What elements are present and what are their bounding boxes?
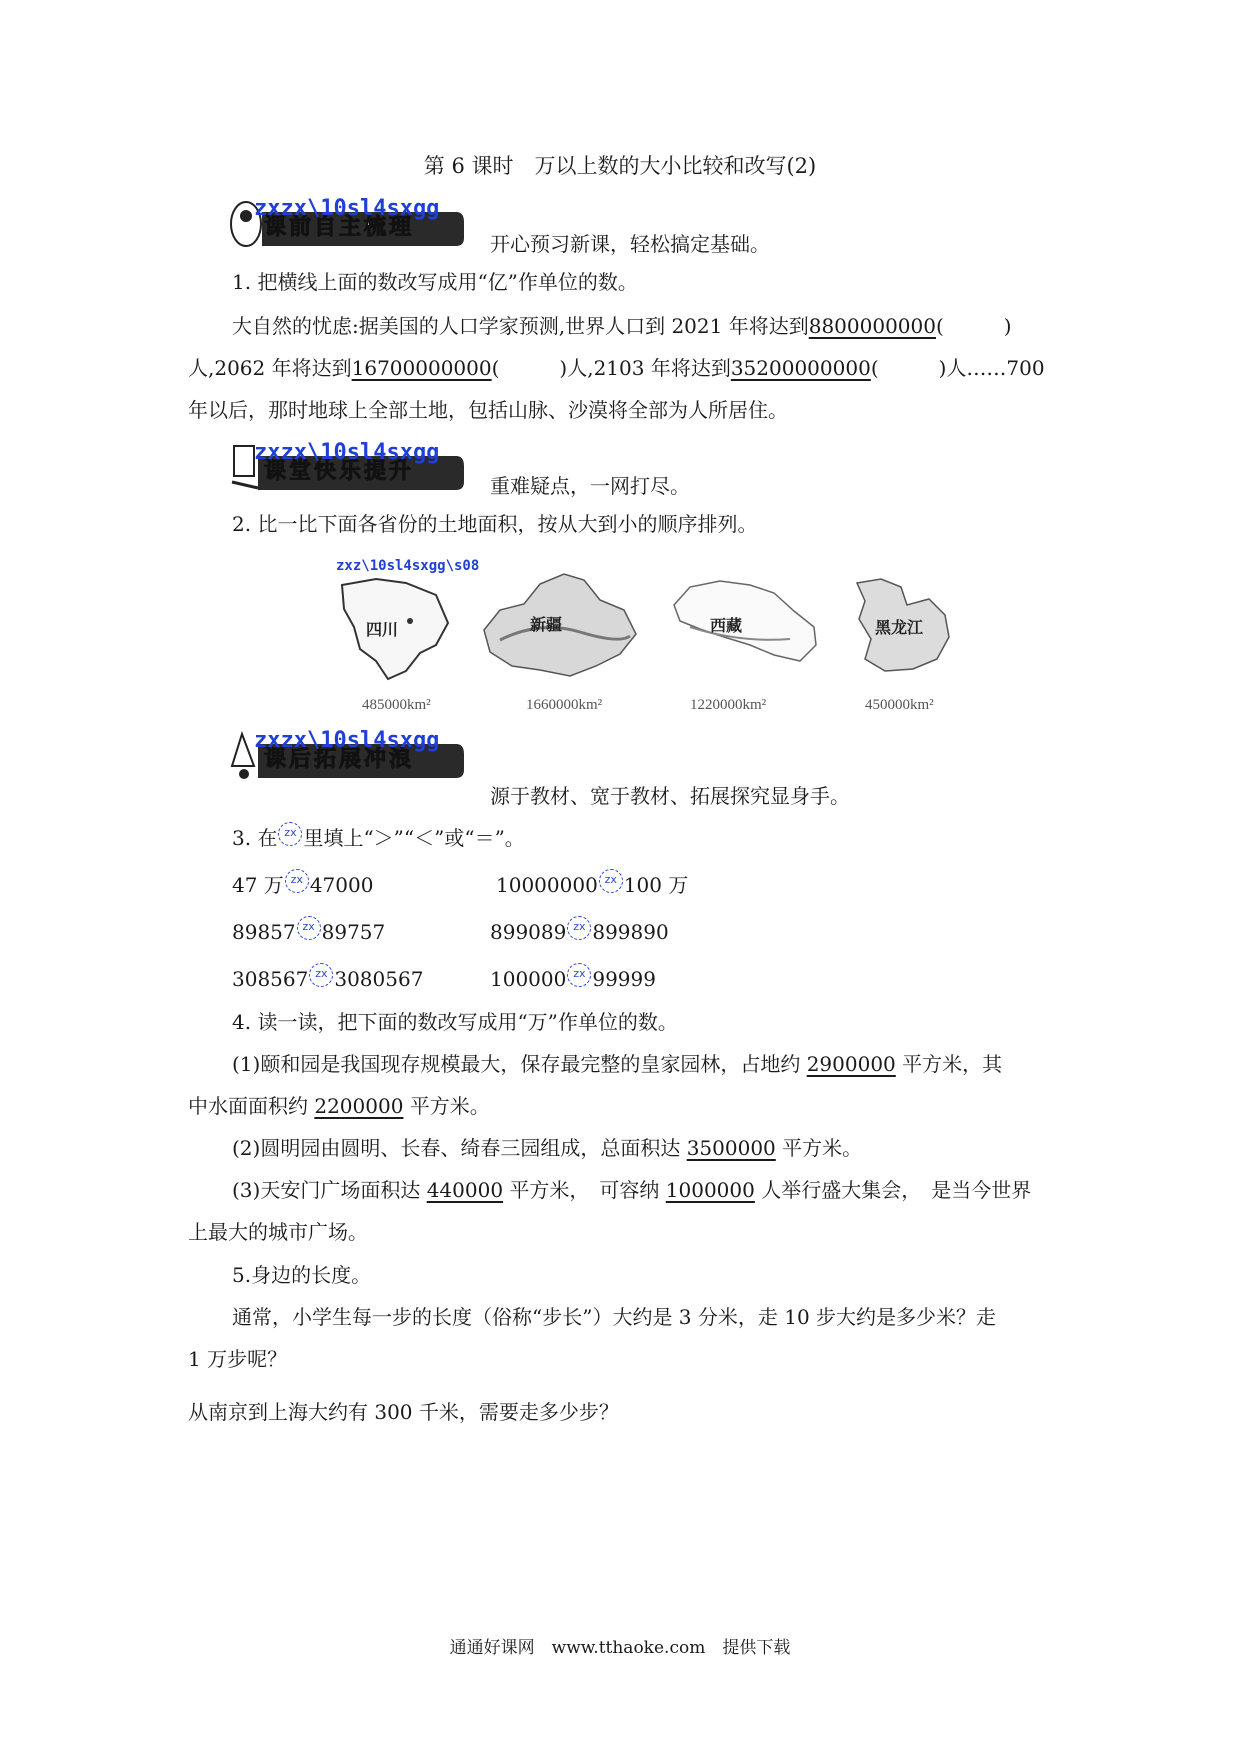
text: 平方米。 <box>782 1136 863 1160</box>
text: 平方米， 可容纳 <box>509 1178 660 1202</box>
paragraph-line <box>232 1136 862 1160</box>
comparison-right: 47000 <box>309 873 374 897</box>
paragraph-line <box>232 1178 1031 1202</box>
province-map-sichuan <box>336 575 456 715</box>
watermark-text: zxzx\10sl4sxgg <box>254 196 440 221</box>
banner-label: 课前自主梳理 <box>264 215 415 240</box>
question-2: 2. 比一比下面各省份的土地面积，按从大到小的顺序排列。 <box>232 512 758 536</box>
banner-label: 课堂快乐提升 <box>264 459 415 484</box>
comparison-left: 100000 <box>490 967 567 991</box>
comparison-right: 100 万 <box>623 873 689 897</box>
question-1: 1. 把横线上面的数改写成用“亿”作单位的数。 <box>232 270 638 294</box>
comparison-right: 99999 <box>592 967 656 991</box>
comparison-right: 899890 <box>592 920 669 944</box>
section-banner-preview <box>228 198 468 250</box>
section-subtitle: 开心预习新课，轻松搞定基础。 <box>490 232 770 256</box>
comparison-right: 89757 <box>321 920 386 944</box>
text: 中水面面积约 <box>188 1094 308 1118</box>
answer-blank: ( )人,2103 年将达到 <box>491 356 731 380</box>
text: 大自然的忧虑:据美国的人口学家预测,世界人口到 2021 年将达到 <box>232 314 809 338</box>
comparison-item <box>490 967 656 993</box>
province-name: 黑龙江 <box>875 618 924 637</box>
underlined-number: 35200000000 <box>730 356 871 380</box>
comparison-right: 3080567 <box>334 967 424 991</box>
text: 人举行盛大集会， 是当今世界 <box>761 1178 1032 1202</box>
watermark-text: zxzx\10sl4sxgg <box>254 440 440 465</box>
paragraph-line <box>232 314 1012 338</box>
paragraph-line: 上最大的城市广场。 <box>188 1220 368 1244</box>
comparison-circle-input[interactable]: zx <box>567 963 591 987</box>
comparison-left: 10000000 <box>496 873 598 897</box>
province-name: 西藏 <box>710 616 743 635</box>
underlined-number: 1000000 <box>665 1178 755 1202</box>
section-banner-extension <box>228 730 468 782</box>
text: 人,2062 年将达到 <box>188 356 352 380</box>
comparison-item <box>490 920 669 946</box>
province-area: 1220000km² <box>690 697 767 713</box>
paragraph-line: 从南京到上海大约有 300 千米，需要走多少步？ <box>188 1400 619 1424</box>
province-area: 450000km² <box>865 697 934 713</box>
province-name: 新疆 <box>530 615 563 634</box>
comparison-circle-input[interactable]: zx <box>285 869 309 893</box>
province-map-tibet <box>670 575 820 715</box>
province-map-xinjiang <box>480 570 640 715</box>
comparison-circle-icon: zx <box>278 822 302 846</box>
watermark-text: zxz\10sl4sxgg\s08 <box>336 558 480 574</box>
province-map-heilongjiang <box>845 575 955 715</box>
comparison-item <box>496 873 688 899</box>
section-subtitle: 源于教材、宽于教材、拓展探究显身手。 <box>490 784 850 808</box>
text: (2)圆明园由圆明、长春、绮春三园组成，总面积达 <box>232 1136 681 1160</box>
paragraph-line <box>232 1052 1002 1076</box>
comparison-item <box>232 967 423 993</box>
page-footer: 通通好课网 www.tthaoke.com 提供下载 <box>449 1638 791 1658</box>
underlined-number: 2900000 <box>806 1052 896 1076</box>
underlined-number: 440000 <box>426 1178 504 1202</box>
text: 平方米，其 <box>902 1052 1003 1076</box>
province-name: 四川 <box>366 620 399 639</box>
section-banner-class <box>228 442 468 494</box>
comparison-left: 89857 <box>232 920 296 944</box>
paragraph-line <box>188 356 1045 380</box>
underlined-number: 16700000000 <box>351 356 492 380</box>
comparison-circle-input[interactable]: zx <box>567 916 591 940</box>
text: 平方米。 <box>409 1094 490 1118</box>
province-area: 1660000km² <box>526 697 603 713</box>
underlined-number: 3500000 <box>686 1136 776 1160</box>
comparison-item <box>232 873 373 899</box>
comparison-circle-input[interactable]: zx <box>297 916 321 940</box>
paragraph-line: 年以后，那时地球上全部土地，包括山脉、沙漠将全部为人所居住。 <box>188 398 788 422</box>
text: 3. 在 <box>232 826 278 850</box>
watermark-text: zxzx\10sl4sxgg <box>254 728 440 753</box>
question-4: 4. 读一读，把下面的数改写成用“万”作单位的数。 <box>232 1010 678 1034</box>
tibet-map-shape <box>670 575 820 675</box>
page-title: 第 6 课时 万以上数的大小比较和改写(2) <box>423 154 817 178</box>
paragraph-line: 通常，小学生每一步的长度（俗称“步长”）大约是 3 分米，走 10 步大约是多少米？走 <box>232 1305 997 1329</box>
paragraph-line <box>188 1094 490 1118</box>
text: 里填上“＞”“＜”或“＝”。 <box>303 826 525 850</box>
paragraph-line: 1 万步呢？ <box>188 1347 288 1371</box>
banner-label: 课后拓展冲浪 <box>264 747 415 772</box>
province-area: 485000km² <box>362 697 431 713</box>
text: (3)天安门广场面积达 <box>232 1178 421 1202</box>
underlined-number: 2200000 <box>314 1094 404 1118</box>
comparison-item <box>232 920 385 946</box>
question-5: 5.身边的长度。 <box>232 1263 372 1287</box>
question-3 <box>232 826 525 852</box>
text: (1)颐和园是我国现存规模最大，保存最完整的皇家园林，占地约 <box>232 1052 801 1076</box>
comparison-circle-input[interactable]: zx <box>599 869 623 893</box>
answer-blank: ( )人……700 <box>870 356 1045 380</box>
comparison-left: 308567 <box>232 967 309 991</box>
comparison-circle-input[interactable]: zx <box>309 963 333 987</box>
underlined-number: 8800000000 <box>808 314 936 338</box>
comparison-left: 47 万 <box>232 873 284 897</box>
answer-blank: ( ) <box>935 314 1012 338</box>
section-subtitle: 重难疑点，一网打尽。 <box>490 474 690 498</box>
comparison-left: 899089 <box>490 920 567 944</box>
